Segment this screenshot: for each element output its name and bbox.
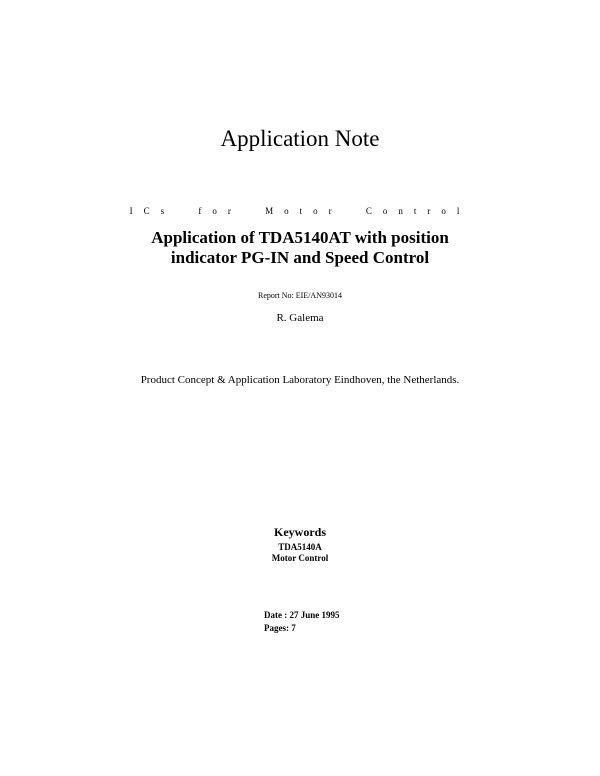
title-line-1: Application of TDA5140AT with position <box>151 228 449 247</box>
title-line-2: indicator PG-IN and Speed Control <box>170 248 430 267</box>
organization: Product Concept & Application Laboratory Eindhoven, the Netherlands. <box>140 374 460 386</box>
keyword-item: Motor Control <box>271 553 329 563</box>
document-type: Application Note <box>220 126 380 151</box>
series-label: ICs for Motor Control <box>129 206 471 216</box>
page-count: Pages: 7 <box>264 623 296 633</box>
author: R. Galema <box>276 312 324 324</box>
document-title <box>0 228 600 268</box>
report-number: Report No: EIE/AN93014 <box>258 291 342 300</box>
document-date: Date : 27 June 1995 <box>264 610 340 620</box>
keywords-heading: Keywords <box>274 525 326 539</box>
keyword-item: TDA5140A <box>278 542 322 552</box>
